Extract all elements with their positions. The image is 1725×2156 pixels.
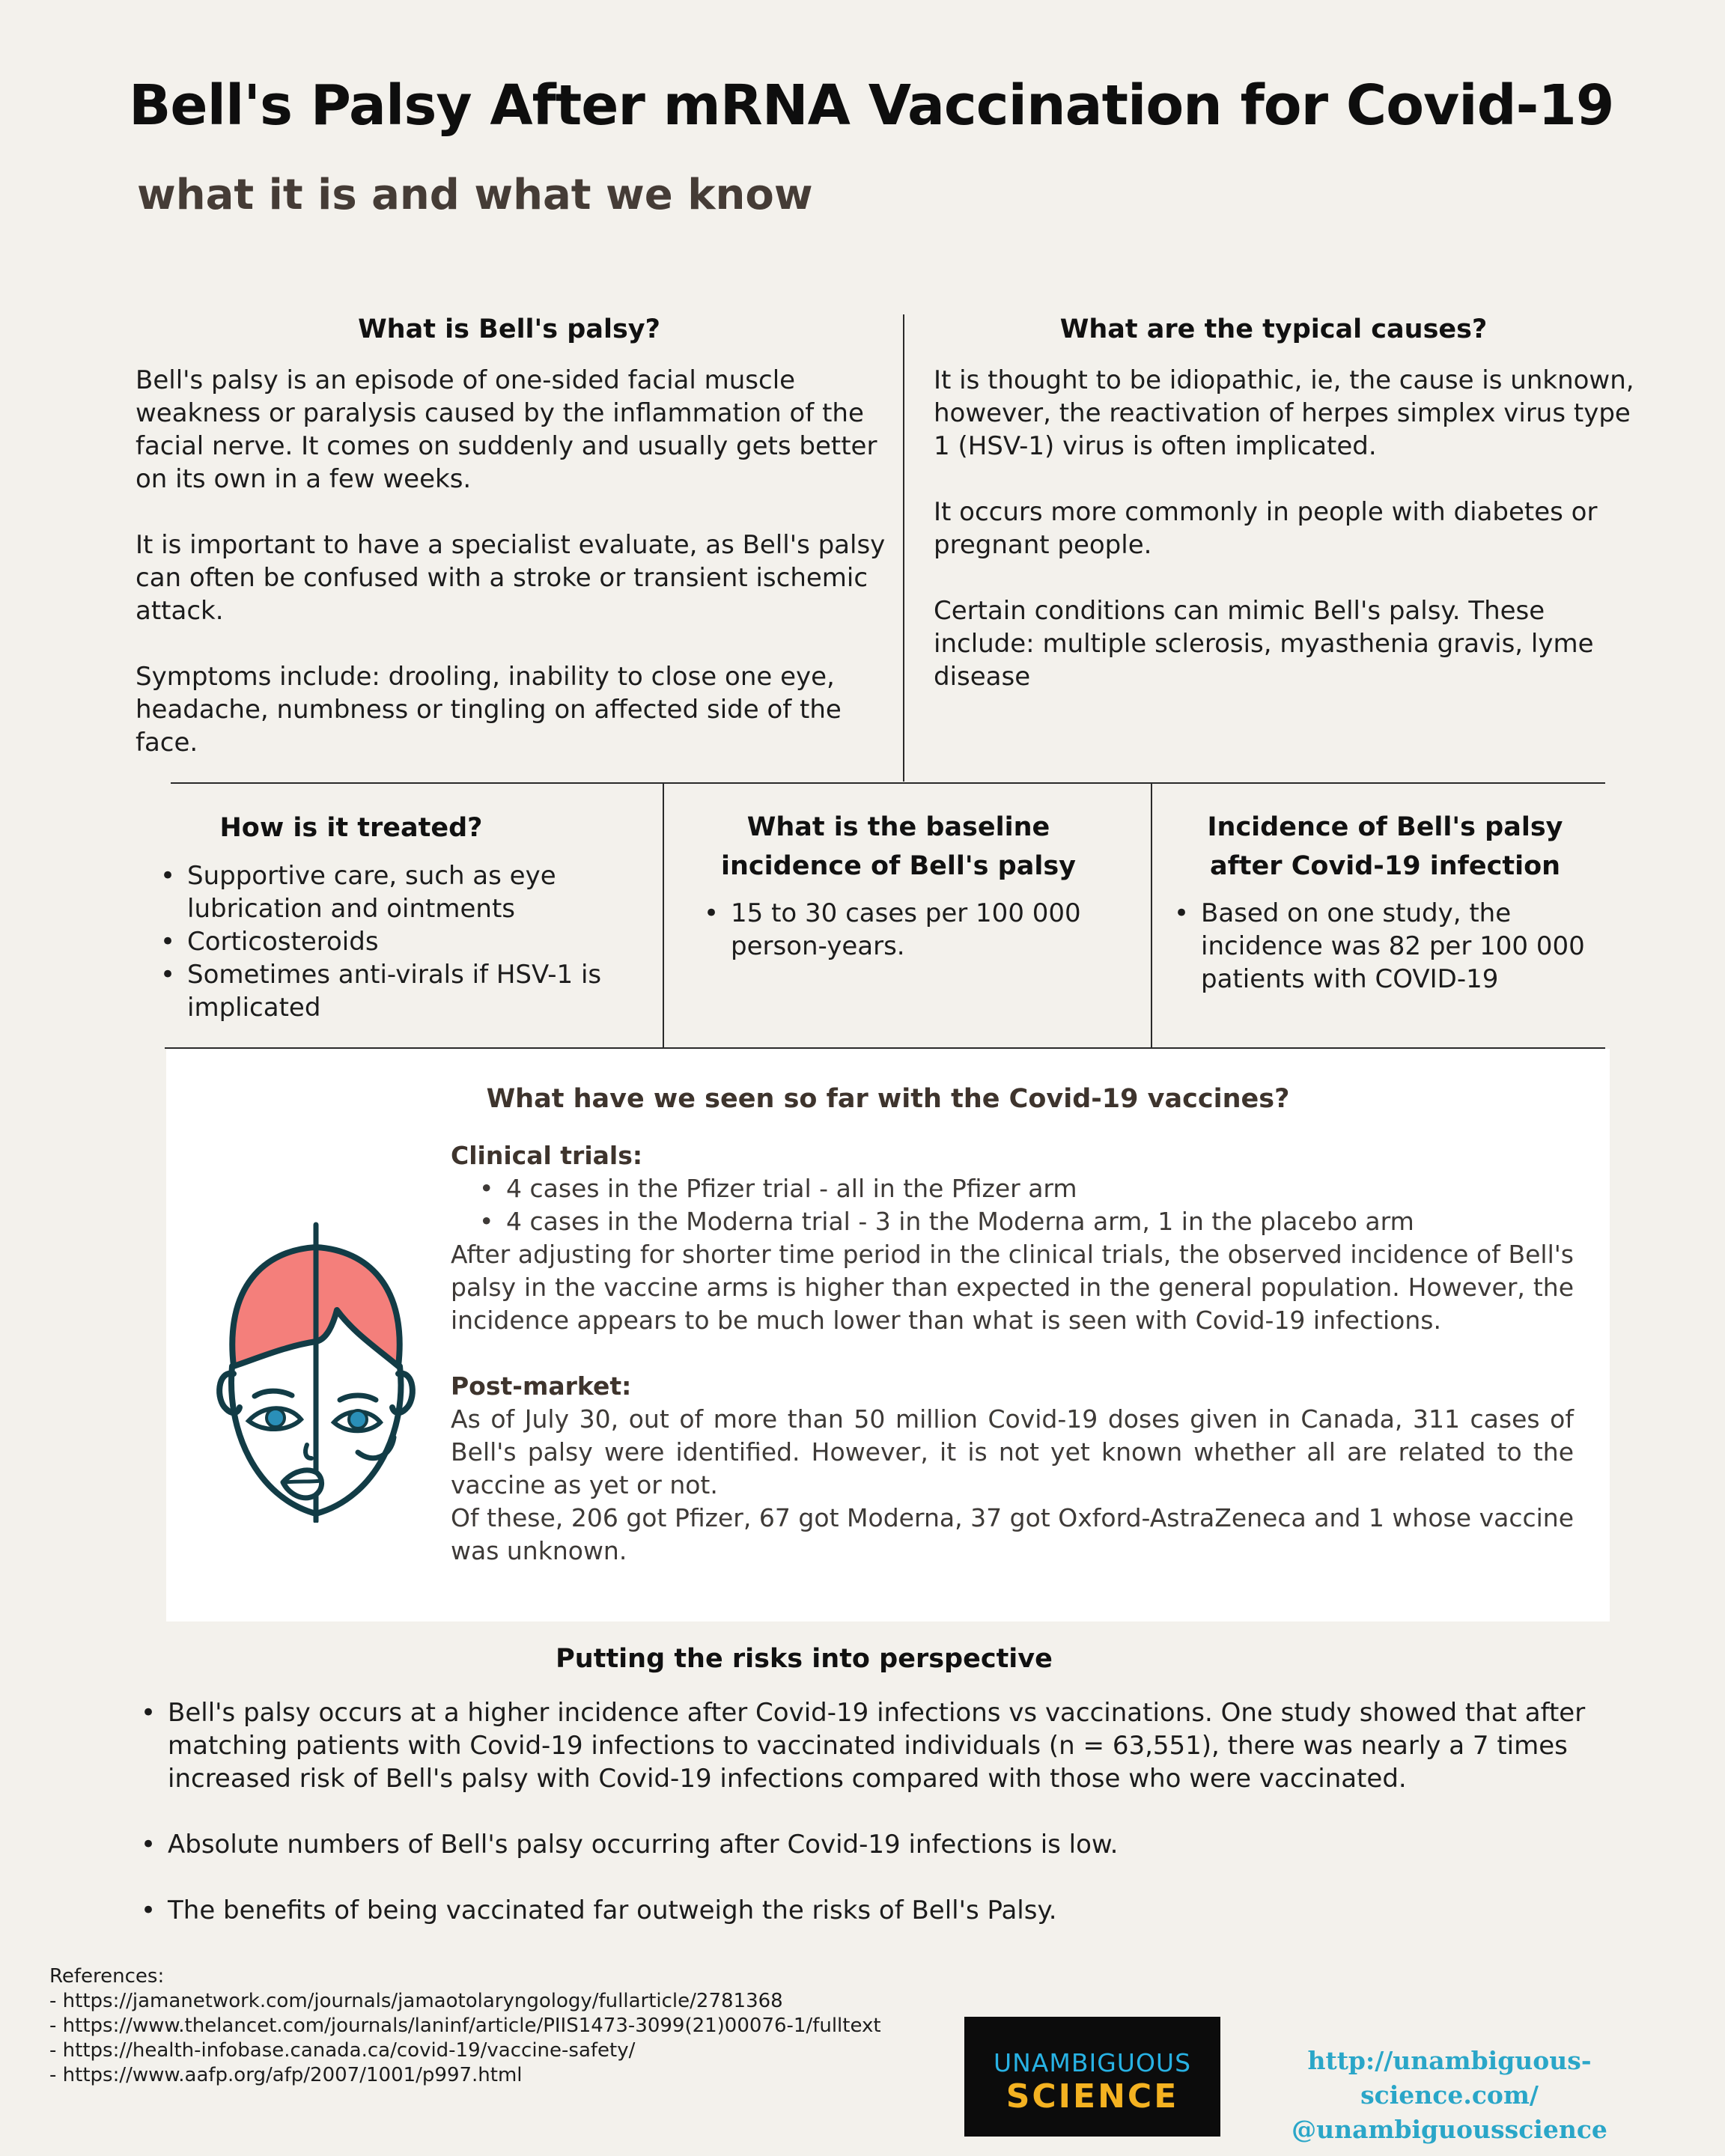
causes-paragraph: Certain conditions can mimic Bell's palsy. These include: multiple sclerosis, myasthenia gravis, lyme disease (934, 596, 1594, 692)
list-item: • 4 cases in the Moderna trial - 3 in the Moderna arm, 1 in the placebo arm (502, 1205, 1574, 1238)
logo-line-2: SCIENCE (1006, 2077, 1179, 2116)
what-is-heading: What is Bell's palsy? (358, 314, 660, 344)
list-item: • Corticosteroids (183, 925, 639, 958)
reference-link[interactable]: - https://www.thelancet.com/journals/laninf/article/PIIS1473-3099(21)00076-1/fulltext (49, 2015, 881, 2037)
clinical-trials-text: After adjusting for shorter time period in the clinical trials, the observed incidence of Bell's palsy in the vaccine arms is higher than expected in the general population. However, the incidence appears to be much lower than what is seen with Covid-19 infections. (451, 1240, 1574, 1335)
causes-heading: What are the typical causes? (1059, 314, 1488, 344)
post-market-text: As of July 30, out of more than 50 million Covid-19 doses given in Canada, 311 cases of Bell's palsy were identified. However, it is not yet known whether all are related to the vaccine as yet or not. (451, 1404, 1574, 1499)
baseline-list (704, 897, 1131, 963)
perspective-heading: Putting the risks into perspective (556, 1644, 1053, 1674)
list-item: • Supportive care, such as eye lubrication and ointments (183, 859, 639, 925)
clinical-trials-heading: Clinical trials: (451, 1141, 643, 1170)
post-market-text: Of these, 206 got Pfizer, 67 got Moderna, 37 got Oxford-AstraZeneca and 1 whose vaccine was unknown. (451, 1503, 1574, 1565)
what-is-body (136, 364, 895, 759)
divider-line (171, 782, 1605, 784)
logo-line-1: UNAMBIGUOUS (993, 2048, 1192, 2077)
half-face-palsy-icon (211, 1220, 421, 1523)
causes-body (934, 364, 1637, 693)
reference-link[interactable]: - https://health-infobase.canada.ca/covid-19/vaccine-safety/ (49, 2039, 636, 2062)
column-divider (663, 782, 664, 1047)
what-is-paragraph: It is important to have a specialist evaluate, as Bell's palsy can often be confused with a stroke or transient ischemic attack. (136, 530, 886, 626)
list-item: • Absolute numbers of Bell's palsy occurring after Covid-19 infections is low. (163, 1828, 1646, 1861)
clinical-trials-section (451, 1139, 1574, 1568)
page-subtitle: what it is and what we know (137, 171, 813, 219)
list-item: • 15 to 30 cases per 100 000 person-years. (726, 897, 1131, 963)
social-handle[interactable]: @unambiguousscience (1292, 2115, 1607, 2144)
incidence-infection-heading: Incidence of Bell's palsy after Covid-19 infection (1207, 812, 1563, 881)
references (49, 1964, 895, 2088)
list-item: • Sometimes anti-virals if HSV-1 is implicated (183, 958, 639, 1024)
baseline-heading: What is the baseline incidence of Bell's palsy (721, 812, 1076, 881)
incidence-infection-list (1174, 897, 1608, 996)
reference-link[interactable]: - https://jamanetwork.com/journals/jamaotolaryngology/fullarticle/2781368 (49, 1990, 783, 2012)
references-label: References: (49, 1965, 165, 1988)
brand-logo (964, 2017, 1220, 2137)
perspective-list (141, 1696, 1646, 1960)
reference-link[interactable]: - https://www.aafp.org/afp/2007/1001/p997.html (49, 2064, 523, 2086)
what-is-paragraph: Symptoms include: drooling, inability to close one eye, headache, numbness or tingling on affected side of the face. (136, 662, 842, 758)
vaccines-heading: What have we seen so far with the Covid-19 vaccines? (486, 1084, 1290, 1114)
page-title: Bell's Palsy After mRNA Vaccination for Covid-19 (129, 73, 1614, 138)
causes-paragraph: It is thought to be idiopathic, ie, the cause is unknown, however, the reactivation of herpes simplex virus type 1 (HSV-1) virus is often implicated. (934, 365, 1634, 461)
causes-paragraph: It occurs more commonly in people with diabetes or pregnant people. (934, 497, 1598, 560)
column-divider (1151, 782, 1152, 1047)
post-market-heading: Post-market: (451, 1371, 632, 1401)
list-item: • Bell's palsy occurs at a higher incidence after Covid-19 infections vs vaccinations. One study showed that after matching patients with Covid-19 infections to vaccinated individuals (n = 63,551), there was nearly a 7 times increased risk of Bell's palsy with Covid-19 infections compared with those who were vaccinated. (163, 1696, 1646, 1795)
footer-links (1225, 2044, 1674, 2147)
treated-heading: How is it treated? (219, 813, 483, 843)
treated-list (160, 859, 639, 1024)
list-item: • The benefits of being vaccinated far outweigh the risks of Bell's Palsy. (163, 1894, 1646, 1927)
list-item: • Based on one study, the incidence was 82 per 100 000 patients with COVID-19 (1196, 897, 1608, 996)
column-divider (903, 314, 904, 782)
list-item: • 4 cases in the Pfizer trial - all in the Pfizer arm (502, 1172, 1574, 1205)
website-link[interactable]: http://unambiguous-science.com/ (1307, 2046, 1592, 2110)
what-is-paragraph: Bell's palsy is an episode of one-sided facial muscle weakness or paralysis caused by the inflammation of the facial nerve. It comes on suddenly and usually gets better on its own in a few weeks. (136, 365, 877, 494)
